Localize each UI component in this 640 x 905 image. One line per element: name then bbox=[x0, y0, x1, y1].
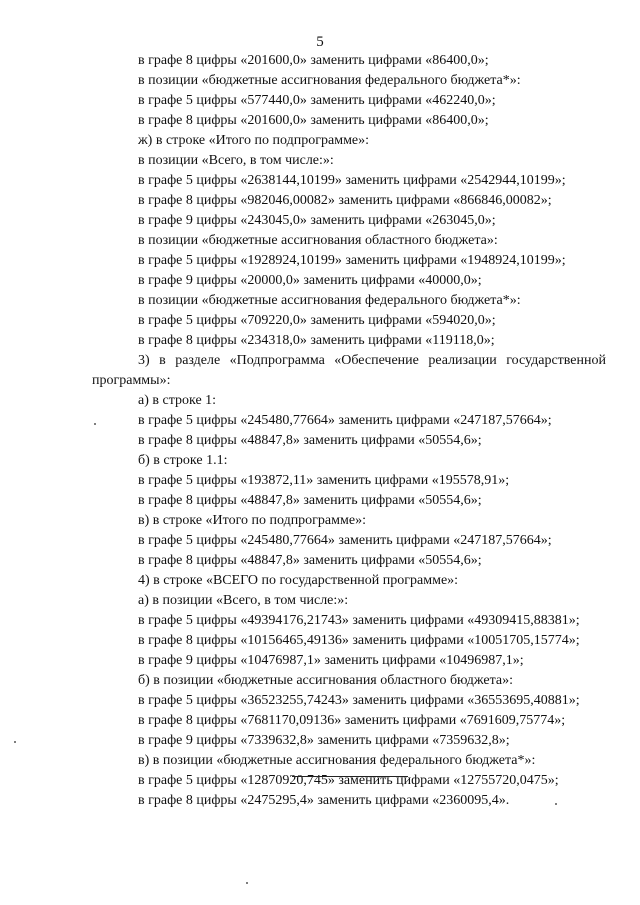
text-line: в графе 5 цифры «2638144,10199» заменить цифрами «2542944,10199»; bbox=[138, 173, 566, 188]
text-line: в) в строке «Итого по подпрограмме»: bbox=[138, 513, 366, 528]
text-line: в графе 5 цифры «1928924,10199» заменить цифрами «1948924,10199»; bbox=[138, 253, 566, 268]
text-line: в графе 5 цифры «36523255,74243» заменить цифрами «36553695,40881»; bbox=[138, 693, 580, 708]
text-line: в графе 5 цифры «49394176,21743» заменить цифрами «49309415,88381»; bbox=[138, 613, 580, 628]
text-line: в графе 8 цифры «7681170,09136» заменить цифрами «7691609,75774»; bbox=[138, 713, 566, 728]
text-line: в графе 9 цифры «10476987,1» заменить цифрами «10496987,1»; bbox=[138, 653, 524, 668]
page-number: 5 bbox=[316, 34, 324, 50]
text-line: в графе 5 цифры «577440,0» заменить цифрами «462240,0»; bbox=[138, 93, 496, 108]
text-line: а) в строке 1: bbox=[138, 393, 217, 408]
text-line: в позиции «бюджетные ассигнования федерального бюджета*»: bbox=[138, 293, 521, 308]
text-line: в позиции «Всего, в том числе:»: bbox=[138, 153, 334, 168]
text-line: ж) в строке «Итого по подпрограмме»: bbox=[138, 133, 370, 148]
text-line: б) в позиции «бюджетные ассигнования областного бюджета»: bbox=[138, 673, 514, 688]
text-line: в позиции «бюджетные ассигнования областного бюджета»: bbox=[138, 233, 498, 248]
text-line: б) в строке 1.1: bbox=[138, 453, 228, 468]
scan-speck bbox=[246, 882, 248, 884]
text-line: в графе 8 цифры «234318,0» заменить цифрами «119118,0»; bbox=[138, 333, 495, 348]
text-line: в графе 9 цифры «243045,0» заменить цифрами «263045,0»; bbox=[138, 213, 496, 228]
scan-speck bbox=[14, 741, 16, 743]
text-line: в графе 5 цифры «245480,77664» заменить цифрами «247187,57664»; bbox=[138, 533, 552, 548]
text-line: в графе 5 цифры «709220,0» заменить цифрами «594020,0»; bbox=[138, 313, 496, 328]
text-line: а) в позиции «Всего, в том числе:»: bbox=[138, 593, 349, 608]
text-line: 4) в строке «ВСЕГО по государственной программе»: bbox=[138, 573, 459, 588]
text-line: программы»: bbox=[92, 373, 171, 388]
text-line: в графе 8 цифры «982046,00082» заменить цифрами «866846,00082»; bbox=[138, 193, 552, 208]
text-line: в графе 8 цифры «48847,8» заменить цифрами «50554,6»; bbox=[138, 553, 482, 568]
text-line: в графе 5 цифры «193872,11» заменить цифрами «195578,91»; bbox=[138, 473, 510, 488]
text-line: в графе 9 цифры «7339632,8» заменить цифрами «7359632,8»; bbox=[138, 733, 510, 748]
text-line: в графе 8 цифры «201600,0» заменить цифрами «86400,0»; bbox=[138, 53, 489, 68]
text-line: в графе 5 цифры «245480,77664» заменить цифрами «247187,57664»; bbox=[138, 413, 552, 428]
scan-speck bbox=[94, 423, 96, 425]
scan-speck bbox=[555, 803, 557, 805]
text-line: 3) в разделе «Подпрограмма «Обеспечение реализации государственной bbox=[138, 353, 606, 368]
text-line: в графе 9 цифры «20000,0» заменить цифрами «40000,0»; bbox=[138, 273, 482, 288]
text-line: в графе 5 цифры «12870920,745» заменить цифрами «12755720,0475»; bbox=[138, 773, 559, 788]
end-divider bbox=[292, 776, 408, 777]
text-line: в позиции «бюджетные ассигнования федерального бюджета*»: bbox=[138, 73, 521, 88]
text-line: в графе 8 цифры «48847,8» заменить цифрами «50554,6»; bbox=[138, 433, 482, 448]
text-line: в графе 8 цифры «201600,0» заменить цифрами «86400,0»; bbox=[138, 113, 489, 128]
text-line: в) в позиции «бюджетные ассигнования федерального бюджета*»: bbox=[138, 753, 536, 768]
text-line: в графе 8 цифры «2475295,4» заменить цифрами «2360095,4». bbox=[138, 793, 510, 808]
text-line: в графе 8 цифры «10156465,49136» заменить цифрами «10051705,15774»; bbox=[138, 633, 580, 648]
text-line: в графе 8 цифры «48847,8» заменить цифрами «50554,6»; bbox=[138, 493, 482, 508]
